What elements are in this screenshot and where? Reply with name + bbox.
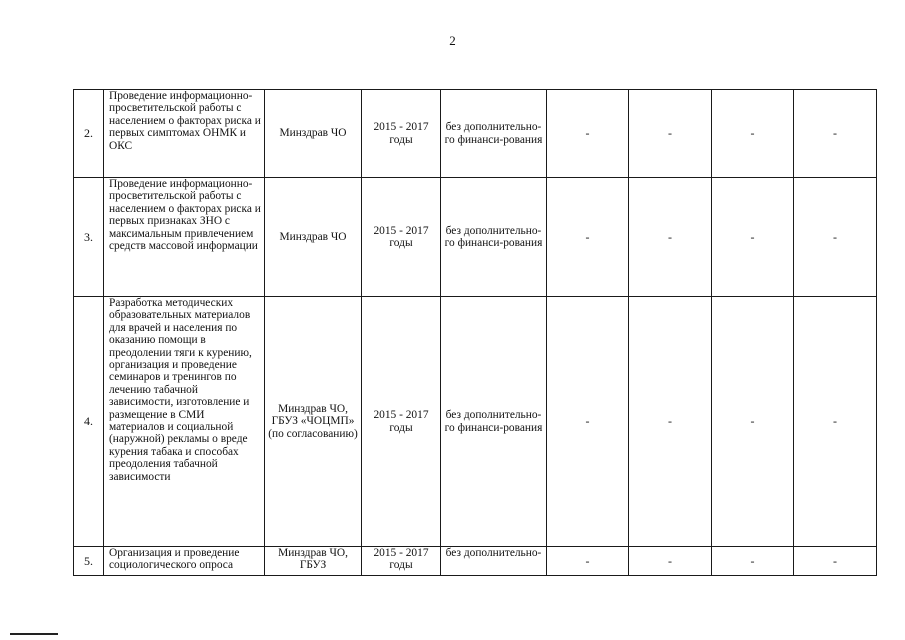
funding-source: без дополнительно-го финанси-рования bbox=[441, 297, 547, 547]
value-cell: - bbox=[794, 547, 877, 576]
value-cell: - bbox=[547, 547, 629, 576]
row-number: 3. bbox=[74, 178, 104, 297]
table-row bbox=[74, 178, 877, 297]
value-cell: - bbox=[629, 90, 712, 178]
executor: Минздрав ЧО, ГБУЗ bbox=[265, 547, 362, 576]
value-cell: - bbox=[712, 90, 794, 178]
term: 2015 - 2017 годы bbox=[362, 297, 441, 547]
value-cell: - bbox=[794, 90, 877, 178]
executor: Минздрав ЧО bbox=[265, 178, 362, 297]
value-cell: - bbox=[547, 297, 629, 547]
value-cell: - bbox=[629, 297, 712, 547]
measure-name: Проведение информационно-просветительской работы с населением о факторах риска и первых симптомах ОНМК и ОКС bbox=[104, 90, 265, 178]
scan-edge-mark bbox=[10, 633, 58, 635]
row-number: 4. bbox=[74, 297, 104, 547]
executor: Минздрав ЧО, ГБУЗ «ЧОЦМП» (по согласованию) bbox=[265, 297, 362, 547]
measure-name: Проведение информационно-просветительской работы с населением о факторах риска и первых признаках ЗНО с максимальным привлечением средств массовой информации bbox=[104, 178, 265, 297]
value-cell: - bbox=[547, 178, 629, 297]
measure-name: Разработка методических образовательных материалов для врачей и населения по оказанию помощи в преодолении тяги к курению, организация и проведение семинаров и тренингов по лечению табачной зависимости, изготовление и размещение в СМИ материалов и социальной (наружной) рекламы о вреде курения табака и способах преодоления табачной зависимости bbox=[104, 297, 265, 547]
measures-table bbox=[73, 89, 877, 576]
funding-source: без дополнительно-го финанси-рования bbox=[441, 90, 547, 178]
value-cell: - bbox=[547, 90, 629, 178]
value-cell: - bbox=[794, 297, 877, 547]
funding-source: без дополнительно-го финанси-рования bbox=[441, 178, 547, 297]
term: 2015 - 2017 годы bbox=[362, 90, 441, 178]
row-number: 2. bbox=[74, 90, 104, 178]
funding-source: без дополнительно- bbox=[441, 547, 547, 576]
value-cell: - bbox=[712, 297, 794, 547]
measure-name: Организация и проведение социологического опроса bbox=[104, 547, 265, 576]
table-row bbox=[74, 90, 877, 178]
value-cell: - bbox=[629, 547, 712, 576]
value-cell: - bbox=[712, 547, 794, 576]
executor: Минздрав ЧО bbox=[265, 90, 362, 178]
table-row bbox=[74, 297, 877, 547]
term: 2015 - 2017 годы bbox=[362, 547, 441, 576]
table-row bbox=[74, 547, 877, 576]
value-cell: - bbox=[712, 178, 794, 297]
row-number: 5. bbox=[74, 547, 104, 576]
value-cell: - bbox=[629, 178, 712, 297]
page-number: 2 bbox=[449, 33, 456, 48]
term: 2015 - 2017 годы bbox=[362, 178, 441, 297]
value-cell: - bbox=[794, 178, 877, 297]
